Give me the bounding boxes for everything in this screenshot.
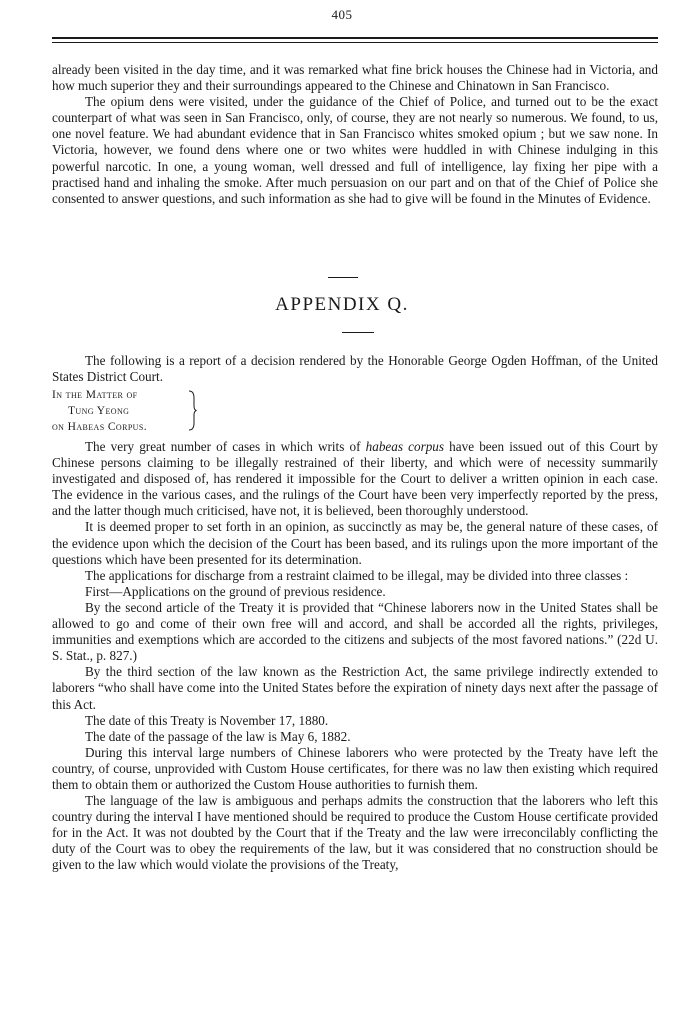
paragraph-text: The very great number of cases in which writs of	[85, 439, 366, 454]
paragraph-text: have been issued out of this Court by Chinese persons claiming to be illegally restrained of their liberty, and which were of necessity summarily investigated and disposed of, has rendered it impossible for the Court to deliver a written opinion in each case. The evidence in the various cases, and the rulings of the Court have been very imperfectly reported by the press, and the latter though much criticised, have not, it is believed, been thoroughly understood.	[52, 439, 659, 519]
opinion-text	[52, 439, 658, 874]
case-caption-line: on Habeas Corpus.	[52, 421, 147, 433]
section-divider	[328, 277, 358, 278]
paragraph: It is deemed proper to set forth in an opinion, as succinctly as may be, the general nature of these cases, of the evidence upon which the decision of the Court has been based, and its rulings upon the more important of the questions which have been presented for its determination.	[52, 519, 658, 567]
right-brace-icon	[188, 390, 197, 431]
appendix-intro	[52, 353, 658, 385]
paragraph: The applications for discharge from a restraint claimed to be illegal, may be divided into three classes :	[85, 567, 629, 583]
paragraph	[52, 439, 658, 519]
header-rule-thick	[52, 37, 658, 39]
heading-underline	[342, 332, 374, 333]
paragraph: By the second article of the Treaty it is provided that “Chinese laborers now in the United States shall be allowed to go and come of their own free will and accord, and shall be accorded all the rights, privileges, immunities and exemptions which are accorded to the citizens and subjects of the most favored nations.” (22d U. S. Stat., p. 827.)	[52, 599, 658, 664]
case-caption-line: Tung Yeong	[68, 405, 130, 417]
continuation-text	[52, 62, 658, 207]
paragraph: The language of the law is ambiguous and perhaps admits the construction that the laborers who left this country during the interval I have mentioned should be required to produce the Custom House certificate provided for in the Act. It was not doubted by the Court that if the Treaty and the law were irreconcilably conflicting the duty of the Court was to obey the requirements of the law, but it was considered that no construction should be given to the law which would violate the provisions of the Treaty,	[52, 793, 658, 873]
paragraph: By the third section of the law known as the Restriction Act, the same privilege indirectly extended to laborers “who shall have come into the United States before the expiration of ninety days next after the passage of this Act.	[52, 664, 658, 712]
case-caption	[52, 387, 147, 435]
case-caption-line: In the Matter of	[52, 389, 138, 401]
paragraph: The opium dens were visited, under the guidance of the Chief of Police, and turned out to be the exact counterpart of what was seen in San Francisco, only, of course, they are not nearly so numerous. We found, to us, one novel feature. We had abundant evidence that in San Francisco whites smoked opium ; but we saw none. In Victoria, however, we found dens where one or two whites were huddled in with Chinese indulging in this powerful narcotic. In one, a young woman, well dressed and full of intelligence, lay fixing her pipe with a practised hand and inhaling the smoke. After much persuasion on our part and on that of the Chief of Police she consented to answer questions, and such information as she had to give will be found in the Minutes of Evidence.	[52, 94, 658, 206]
habeas-corpus-italic: habeas corpus	[365, 439, 445, 454]
paragraph: The date of the passage of the law is May 6, 1882.	[85, 728, 351, 744]
appendix-heading: APPENDIX Q.	[275, 294, 409, 315]
paragraph: The date of this Treaty is November 17, 1880.	[85, 712, 329, 728]
paragraph: First—Applications on the ground of previous residence.	[85, 583, 386, 599]
page-number: 405	[331, 7, 353, 22]
paragraph: The following is a report of a decision rendered by the Honorable George Ogden Hoffman, of the United States District Court.	[52, 353, 658, 385]
header-rule-thin	[52, 42, 658, 43]
paragraph: During this interval large numbers of Chinese laborers who were protected by the Treaty have left the country, of course, unprovided with Custom House certificates, for there was no law then existing which required them to obtain them or authorized the Custom House authorities to furnish them.	[52, 744, 658, 792]
paragraph: already been visited in the day time, and it was remarked what fine brick houses the Chinese had in Victoria, and how much superior they and their surroundings appeared to the Chinese and Chinatown in San Francisco.	[52, 62, 658, 94]
